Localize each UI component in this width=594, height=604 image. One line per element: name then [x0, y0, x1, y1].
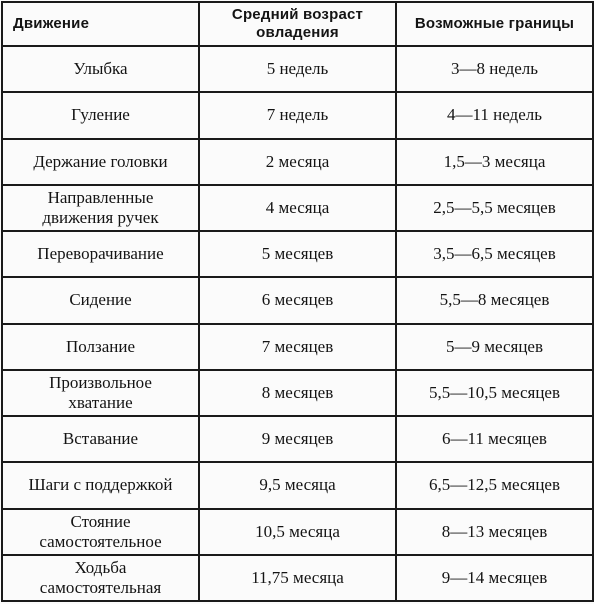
cell-movement-text: Ползание	[65, 336, 136, 356]
cell-movement	[2, 416, 199, 462]
header-average-age: Средний возраст овладения	[199, 2, 396, 46]
table-row	[2, 555, 593, 601]
header-movement: Движение	[2, 2, 199, 46]
cell-range-text: 5,5—8 месяцев	[439, 290, 550, 310]
cell-movement	[2, 509, 199, 555]
cell-movement-text: Произвольное хватание	[49, 372, 152, 412]
header-row	[2, 2, 593, 46]
cell-average-age-text: 8 месяцев	[261, 382, 334, 402]
cell-average-age-text: 9 месяцев	[261, 429, 334, 449]
cell-average-age	[199, 462, 396, 508]
cell-movement	[2, 92, 199, 138]
cell-average-age	[199, 92, 396, 138]
table-row	[2, 277, 593, 323]
cell-range-text: 8—13 месяцев	[441, 521, 548, 541]
cell-movement-text: Гуление	[71, 105, 130, 125]
cell-range-text: 6—11 месяцев	[442, 429, 547, 449]
cell-range	[396, 462, 593, 508]
cell-range	[396, 92, 593, 138]
cell-average-age	[199, 185, 396, 231]
cell-movement	[2, 370, 199, 416]
cell-range	[396, 555, 593, 601]
cell-average-age-text: 6 месяцев	[261, 290, 334, 310]
cell-average-age	[199, 370, 396, 416]
cell-movement	[2, 46, 199, 92]
cell-range	[396, 509, 593, 555]
table-body	[2, 46, 593, 601]
cell-movement	[2, 139, 199, 185]
cell-range-text: 1,5—3 месяца	[443, 151, 546, 171]
cell-average-age-text: 2 месяца	[265, 151, 330, 171]
table-row	[2, 462, 593, 508]
cell-range	[396, 277, 593, 323]
cell-movement-text: Ходьба самостоятельная	[39, 557, 162, 597]
table-row	[2, 231, 593, 277]
cell-range-text: 4—11 недель	[447, 105, 542, 125]
table-row	[2, 509, 593, 555]
motor-milestones-table	[1, 1, 594, 602]
cell-movement-text: Держание головки	[33, 151, 168, 171]
cell-average-age-text: 11,75 месяца	[251, 567, 344, 587]
cell-range-text: 5,5—10,5 месяцев	[428, 382, 560, 402]
cell-average-age	[199, 139, 396, 185]
cell-average-age-text: 5 месяцев	[261, 244, 334, 264]
cell-average-age	[199, 231, 396, 277]
cell-average-age-text: 5 недель	[266, 59, 329, 79]
table-row	[2, 139, 593, 185]
cell-range-text: 3—8 недель	[450, 59, 539, 79]
cell-average-age	[199, 324, 396, 370]
table-row	[2, 185, 593, 231]
cell-average-age	[199, 416, 396, 462]
cell-range	[396, 185, 593, 231]
cell-average-age-text: 7 месяцев	[261, 336, 334, 356]
table-row	[2, 92, 593, 138]
table-row	[2, 370, 593, 416]
cell-range-text: 6,5—12,5 месяцев	[428, 475, 560, 495]
cell-average-age	[199, 555, 396, 601]
cell-movement	[2, 231, 199, 277]
cell-range	[396, 324, 593, 370]
cell-movement	[2, 324, 199, 370]
table-header	[2, 2, 593, 46]
table-row	[2, 416, 593, 462]
cell-range-text: 2,5—5,5 месяцев	[433, 197, 556, 217]
cell-range	[396, 139, 593, 185]
cell-movement	[2, 277, 199, 323]
cell-range	[396, 231, 593, 277]
cell-movement-text: Вставание	[62, 429, 139, 449]
cell-movement	[2, 555, 199, 601]
cell-average-age-text: 9,5 месяца	[259, 475, 336, 495]
cell-average-age	[199, 46, 396, 92]
header-range: Возможные границы	[396, 2, 593, 46]
cell-range-text: 5—9 месяцев	[445, 336, 543, 356]
cell-movement	[2, 185, 199, 231]
cell-movement-text: Улыбка	[73, 59, 128, 79]
cell-movement-text: Переворачивание	[37, 244, 164, 264]
cell-range	[396, 46, 593, 92]
cell-average-age	[199, 509, 396, 555]
cell-movement-text: Направленные движения ручек	[42, 187, 159, 227]
cell-movement-text: Сидение	[69, 290, 132, 310]
cell-movement	[2, 462, 199, 508]
cell-range	[396, 370, 593, 416]
cell-range-text: 9—14 месяцев	[441, 567, 548, 587]
cell-average-age-text: 10,5 месяца	[255, 521, 340, 541]
cell-range-text: 3,5—6,5 месяцев	[433, 244, 556, 264]
cell-range	[396, 416, 593, 462]
cell-average-age	[199, 277, 396, 323]
cell-average-age-text: 7 недель	[266, 105, 329, 125]
table-row	[2, 46, 593, 92]
cell-movement-text: Стояние самостоятельное	[39, 511, 162, 551]
cell-movement-text: Шаги с поддержкой	[28, 475, 173, 495]
table-row	[2, 324, 593, 370]
cell-average-age-text: 4 месяца	[265, 197, 330, 217]
